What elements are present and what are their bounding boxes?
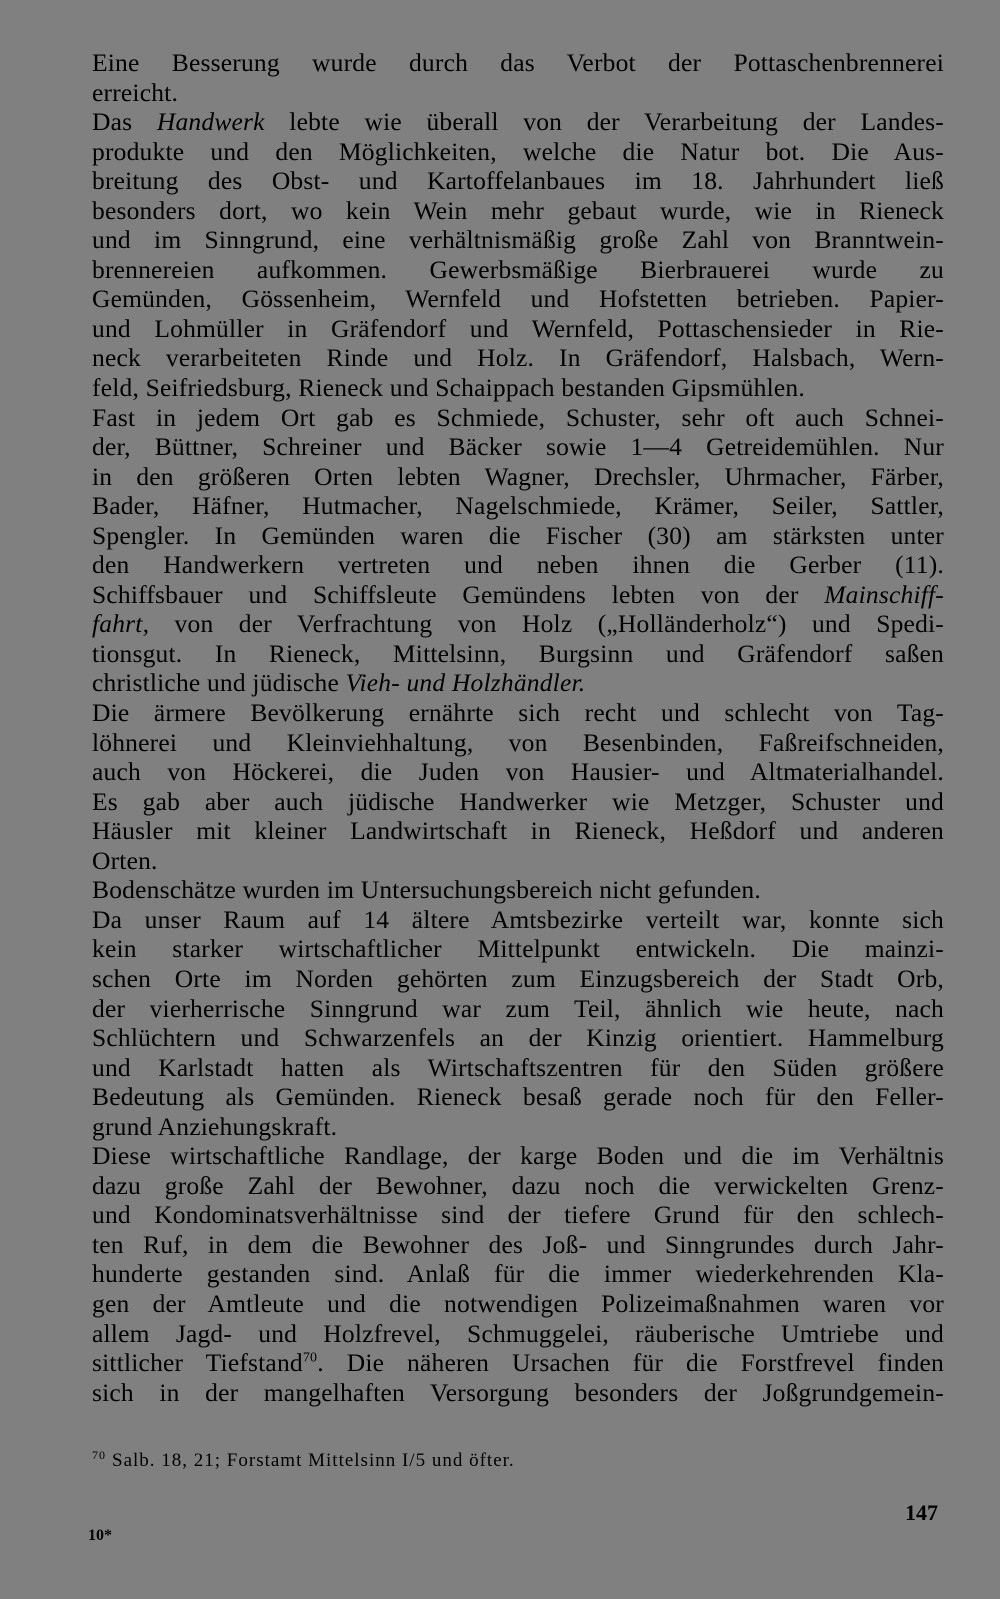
text-segment: Gemünden, Gössenheim, Wernfeld und Hofstetten betrieben. Papier- [92,284,944,314]
text-segment: schen Orte im Norden gehörten zum Einzugsbereich der Stadt Orb, [92,963,944,993]
text-line [92,491,944,521]
text-line [92,816,944,846]
text-segment: und Kondominatsverhältnisse sind der tiefere Grund für den schlech- [92,1200,944,1230]
text-segment: Diese wirtschaftliche Randlage, der karge Boden und die im Verhältnis [92,1141,944,1171]
text-line [92,1289,944,1319]
text-segment: der vierherrische Sinngrund war zum Teil, ähnlich wie heute, nach [92,993,944,1023]
text-segment: gen der Amtleute und die notwendigen Polizeimaßnahmen waren vor [92,1288,944,1318]
text-line [92,1319,944,1349]
text-line [92,1112,944,1142]
text-segment: Schlüchtern und Schwarzenfels an der Kinzig orientiert. Hammelburg [92,1023,944,1053]
text-segment: . Die näheren Ursachen für die Forstfrevel finden [317,1348,944,1378]
text-line [92,1023,944,1053]
text-line [92,1200,944,1230]
text-segment: erreicht. [92,77,179,107]
text-segment: sittlicher Tiefstand [92,1348,303,1378]
text-segment: Bedeutung als Gemünden. Rieneck besaß gerade noch für den Feller- [92,1082,944,1112]
text-line [92,1141,944,1171]
text-line [92,1082,944,1112]
footnote-text: Salb. 18, 21; Forstamt Mittelsinn I/5 und öfter. [112,1450,515,1471]
text-segment: löhnerei und Kleinviehhaltung, von Besenbinden, Faßreifschneiden, [92,727,944,757]
text-segment: tionsgut. In Rieneck, Mittelsinn, Burgsinn und Gräfendorf saßen [92,638,944,668]
text-line [92,698,944,728]
text-segment: und Lohmüller in Gräfendorf und Wernfeld, Pottaschensieder in Rie- [92,313,944,343]
text-segment: produkte und den Möglichkeiten, welche die Natur bot. Die Aus- [92,136,944,166]
text-segment: Häusler mit kleiner Landwirtschaft in Rieneck, Heßdorf und anderen [92,816,944,846]
text-line [92,373,944,403]
text-line [92,668,944,698]
text-segment: feld, Seifriedsburg, Rieneck und Schaippach bestanden Gipsmühlen. [92,373,805,403]
text-segment: Spengler. In Gemünden waren die Fischer (30) am stärksten unter [92,520,944,550]
text-line [92,580,944,610]
text-segment: lebte wie überall von der Verarbeitung der Landes- [264,107,944,137]
footnote-reference: 70 [302,1350,318,1366]
text-segment: hunderte gestanden sind. Anlaß für die immer wiederkehrenden Kla- [92,1259,944,1289]
text-segment: Eine Besserung wurde durch das Verbot der Pottaschenbrennerei [92,48,944,77]
text-segment: dazu große Zahl der Bewohner, dazu noch die verwickelten Grenz- [92,1170,944,1200]
text-line [92,255,944,285]
text-line [92,196,944,226]
text-line [92,994,944,1024]
body-text [92,48,944,1407]
text-line [92,1348,944,1378]
text-segment: Orten. [92,845,158,875]
text-segment: in den größeren Orten lebten Wagner, Drechsler, Uhrmacher, Färber, [92,461,944,491]
text-segment: Da unser Raum auf 14 ältere Amtsbezirke verteilt war, konnte sich [92,904,944,934]
text-segment: von der Verfrachtung von Holz („Holländerholz“) und Spedi- [149,609,944,639]
text-segment: der, Büttner, Schreiner und Bäcker sowie 1—4 Getreidemühlen. Nur [92,432,944,462]
text-line [92,934,944,964]
text-segment: neck verarbeiteten Rinde und Holz. In Gräfendorf, Halsbach, Wern- [92,343,944,373]
text-segment: sich in der mangelhaften Versorgung besonders der Joßgrundgemein- [92,1377,944,1407]
text-line [92,1171,944,1201]
italic-term: fahrt, [92,609,150,639]
text-segment: Die ärmere Bevölkerung ernährte sich recht und schlecht von Tag- [92,698,944,728]
footnote [92,1447,515,1472]
text-line [92,846,944,876]
page-number: 147 [905,1500,938,1525]
text-line [92,78,944,108]
text-line [92,609,944,639]
signature-mark: 10* [88,1527,112,1544]
italic-term: Handwerk [156,107,265,137]
text-line [92,284,944,314]
text-line [92,137,944,167]
text-line [92,343,944,373]
text-line [92,787,944,817]
text-segment: Bader, Häfner, Hutmacher, Nagelschmiede, Krämer, Seiler, Sattler, [92,491,944,521]
text-line [92,432,944,462]
text-line [92,1053,944,1083]
text-line [92,905,944,935]
text-segment: und Karlstadt hatten als Wirtschaftszentren für den Süden größere [92,1052,944,1082]
text-segment: brennereien aufkommen. Gewerbsmäßige Bierbrauerei wurde zu [92,254,944,284]
text-line [92,48,944,78]
text-segment: und im Sinngrund, eine verhältnismäßig große Zahl von Branntwein- [92,225,944,255]
text-line [92,1259,944,1289]
text-line [92,728,944,758]
text-line [92,166,944,196]
text-line [92,964,944,994]
text-segment: Bodenschätze wurden im Untersuchungsbereich nicht gefunden. [92,875,761,905]
text-line [92,403,944,433]
text-segment: auch von Höckerei, die Juden von Hausier- und Altmaterialhandel. [92,757,944,787]
text-line [92,875,944,905]
text-line [92,521,944,551]
text-line [92,462,944,492]
footnote-marker: 70 [92,1447,106,1462]
text-line [92,1230,944,1260]
text-line [92,225,944,255]
text-segment: Das [92,107,157,137]
text-segment: den Handwerkern vertreten und neben ihnen die Gerber (11). [92,550,944,580]
text-segment: Fast in jedem Ort gab es Schmiede, Schuster, sehr oft auch Schnei- [92,402,944,432]
text-segment: breitung des Obst- und Kartoffelanbaues im 18. Jahrhundert ließ [92,166,944,196]
text-line [92,1378,944,1408]
text-segment: grund Anziehungskraft. [92,1111,338,1141]
text-segment: Es gab aber auch jüdische Handwerker wie Metzger, Schuster und [92,786,944,816]
italic-term: Mainschiff- [824,579,944,609]
text-line [92,639,944,669]
text-segment: besonders dort, wo kein Wein mehr gebaut wurde, wie in Rieneck [92,195,944,225]
text-line [92,314,944,344]
text-line [92,107,944,137]
text-line [92,757,944,787]
italic-term: Vieh- und Holzhändler. [345,668,586,698]
text-segment: allem Jagd- und Holzfrevel, Schmuggelei, räuberische Umtriebe und [92,1318,944,1348]
text-line [92,550,944,580]
text-segment: ten Ruf, in dem die Bewohner des Joß- und Sinngrundes durch Jahr- [92,1229,944,1259]
text-segment: kein starker wirtschaftlicher Mittelpunkt entwickeln. Die mainzi- [92,934,944,964]
text-segment: Schiffsbauer und Schiffsleute Gemündens lebten von der [92,579,825,609]
text-segment: christliche und jüdische [92,668,346,698]
